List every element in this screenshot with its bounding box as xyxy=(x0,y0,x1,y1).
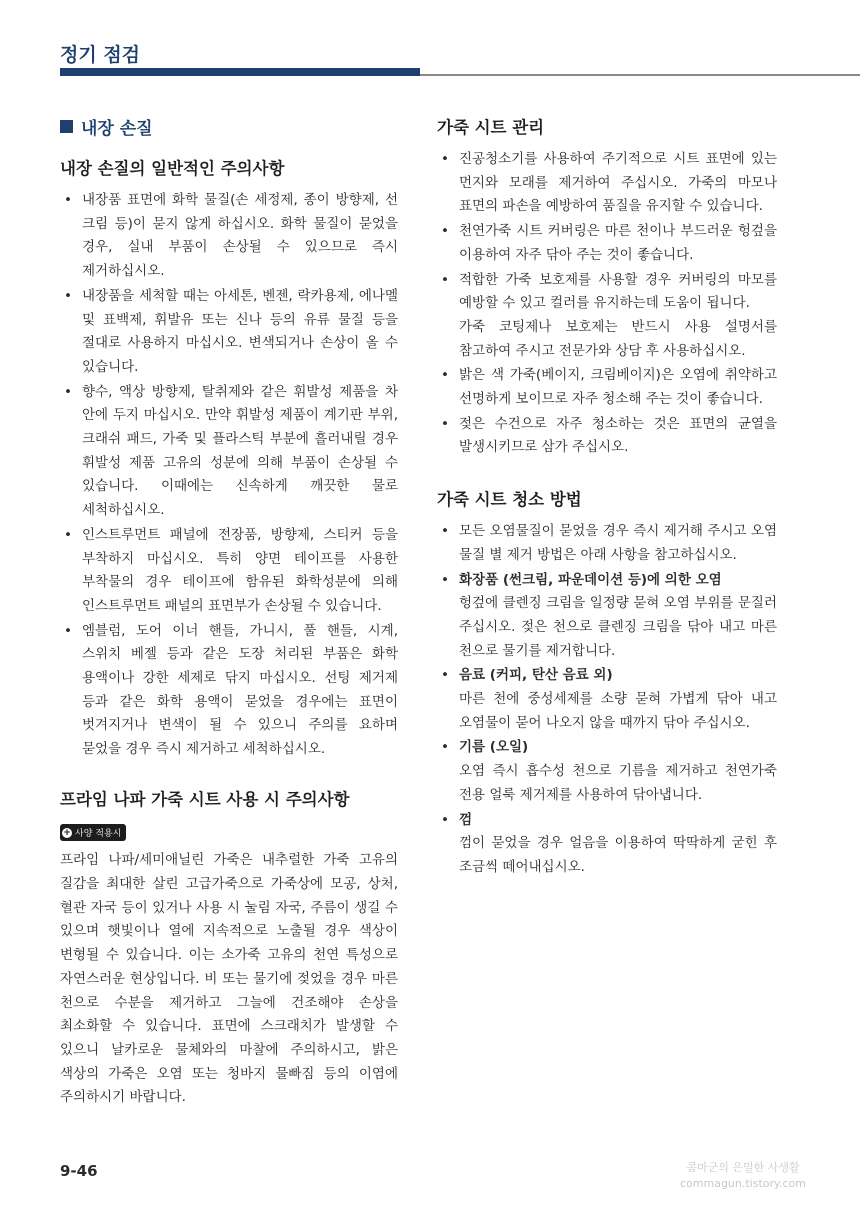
list-item xyxy=(437,413,777,460)
plus-icon: + xyxy=(63,827,71,838)
nappa-leather-paragraph: 프라임 나파/세미애닐린 가죽은 내추럴한 가죽 고유의 질감을 최대한 살린 고급가죽으로 가죽상에 모공, 상처, 혈관 자국 등이 있거나 사용 시 눌림 자국, 주름이 생길 수 있으며 햇빛이나 열에 지속적으로 노출될 경우 색상이 변형될 수 있습니다. 이는 소가죽 고유의 천연 특성으로 자연스러운 현상입니다. 비 또는 물기에 젖었을 경우 마른 천으로 수분을 제거하고 그늘에 건조해야 손상을 최소화할 수 있습니다. 표면에 스크래치가 발생할 수 있으니 날카로운 물체와의 마찰에 주의하시고, 밝은 색상의 가죽은 오염 또는 청바지 물빠짐 등의 이염에 주의하시기 바랍니다. xyxy=(60,852,398,1106)
watermark-line-1: 콤마군의 은밀한 사생활 xyxy=(686,1161,800,1174)
leather-care-list xyxy=(437,148,777,460)
list-item: • 인스트루먼트 패널에 전장품, 방향제, 스티커 등을 부착하지 마십시오. 특히 양면 테이프를 사용한 부착물의 경우 테이프에 함유된 화학성분에 의해 인스트루먼트 패널의 표면부가 손상될 수 있습니다. xyxy=(60,524,398,619)
leather-cleaning-list xyxy=(437,520,777,880)
list-item xyxy=(437,809,777,880)
list-item-text: • 진공청소기를 사용하여 주기적으로 시트 표면에 있는 먼지와 모래를 제거하여 주십시오. 가죽의 마모나 표면의 파손을 예방하여 품질을 유지할 수 있습니다. xyxy=(459,151,777,215)
list-item: • 모든 오염물질이 묻었을 경우 즉시 제거해 주시고 오염 물질 별 제거 방법은 아래 사항을 참고하십시오. xyxy=(437,520,777,567)
stain-removal-text: 마른 천에 중성세제를 소량 묻혀 가볍게 닦아 내고 오염물이 묻어 나오지 않을 때까지 닦아 주십시오. xyxy=(459,691,777,731)
list-item xyxy=(437,148,777,219)
stain-type-title: • 껌 xyxy=(459,811,473,828)
list-item xyxy=(437,364,777,411)
list-item xyxy=(437,664,777,735)
watermark-line-2: commagun.tistory.com xyxy=(680,1177,806,1190)
list-item xyxy=(437,736,777,807)
list-item-text: • 적합한 가죽 보호제를 사용할 경우 커버링의 마모를 예방할 수 있고 컬러를 유지하는데 도움이 됩니다. xyxy=(459,271,777,312)
leather-cleaning-heading: 가죽 시트 청소 방법 xyxy=(437,490,582,510)
list-item-text: • 밝은 색 가죽(베이지, 크림베이지)은 오염에 취약하고 선명하게 보이므로 자주 청소해 주는 것이 좋습니다. xyxy=(459,367,777,408)
leather-care-heading: 가죽 시트 관리 xyxy=(437,118,545,137)
right-column xyxy=(437,114,777,881)
list-item xyxy=(437,269,777,364)
header-rule-thick xyxy=(60,68,420,76)
page-number: 9-46 xyxy=(60,1162,98,1180)
stain-type-title: • 기름 (오일) xyxy=(459,739,529,756)
option-badge xyxy=(60,824,126,841)
list-item xyxy=(437,220,777,267)
list-item: • 향수, 액상 방향제, 탈취제와 같은 휘발성 제품을 차 안에 두지 마십시오. 만약 휘발성 제품이 계기판 부위, 크래쉬 패드, 가죽 및 플라스틱 부분에 흘러내릴 경우 휘발성 제품 고유의 성분에 의해 부품이 손상될 수 있습니다. 이때에는 신속하게 깨끗한 물로 세척하십시오. xyxy=(60,381,398,523)
nappa-leather-heading: 프라임 나파 가죽 시트 사용 시 주의사항 xyxy=(60,789,350,809)
square-bullet-icon xyxy=(60,120,73,133)
list-item: • 내장품을 세척할 때는 아세톤, 벤젠, 락카용제, 에나멜 및 표백제, 휘발유 또는 신나 등의 유류 물질 등을 절대로 사용하지 마십시오. 변색되거나 손상이 올 수 있습니다. xyxy=(60,285,398,380)
header-rule-thin xyxy=(420,74,860,76)
stain-removal-text: 오염 즉시 흡수성 천으로 기름을 제거하고 천연가죽 전용 얼룩 제거제를 사용하여 닦아냅니다. xyxy=(459,763,777,803)
list-item-text: • 젖은 수건으로 자주 청소하는 것은 표면의 균열을 발생시키므로 삼가 주십시오. xyxy=(459,415,777,456)
stain-removal-text: 껌이 묻었을 경우 얼음을 이용하여 딱딱하게 굳힌 후 조금씩 떼어내십시오. xyxy=(459,835,777,875)
watermark xyxy=(680,1160,806,1192)
list-item-text: • 천연가죽 시트 커버링은 마른 천이나 부드러운 헝겊을 이용하여 자주 닦아 주는 것이 좋습니다. xyxy=(459,223,777,263)
interior-care-heading xyxy=(60,114,398,139)
left-column xyxy=(60,114,398,1110)
stain-type-title: • 음료 (커피, 탄산 음료 외) xyxy=(459,667,613,684)
general-precautions-list xyxy=(60,189,398,762)
list-item xyxy=(437,569,777,664)
page-section-title: 정기 점검 xyxy=(60,44,141,66)
list-item-note: 가죽 코팅제나 보호제는 반드시 사용 설명서를 참고하여 주시고 전문가와 상담 후 사용하십시오. xyxy=(459,318,777,359)
option-badge-label: 사양 적용시 xyxy=(75,829,122,840)
stain-type-title: • 화장품 (썬크림, 파운데이션 등)에 의한 오염 xyxy=(459,571,722,588)
list-item: • 엠블럼, 도어 이너 핸들, 가니시, 풀 핸들, 시계, 스위치 베젤 등과 같은 도장 처리된 부품은 화학 용액이나 강한 세제로 닦지 마십시오. 선팅 제거제 등과 같은 화학 용액이 묻었을 경우에는 표면이 벗겨지거나 변색이 될 수 있으니 주의를 요하며 묻었을 경우 즉시 제거하고 세척하십시오. xyxy=(60,620,398,762)
list-item: • 내장품 표면에 화학 물질(손 세정제, 종이 방향제, 선 크림 등)이 묻지 않게 하십시오. 화학 물질이 묻었을 경우, 실내 부품이 손상될 수 있으므로 즉시 제거하십시오. xyxy=(60,189,398,284)
stain-removal-text: 헝겊에 클렌징 크림을 일정량 묻혀 오염 부위를 문질러 주십시오. 젖은 천으로 클렌징 크림을 닦아 내고 마른 천으로 물기를 제거합니다. xyxy=(459,595,777,659)
general-precautions-heading: 내장 손질의 일반적인 주의사항 xyxy=(60,159,285,178)
interior-care-title: 내장 손질 xyxy=(81,119,153,139)
